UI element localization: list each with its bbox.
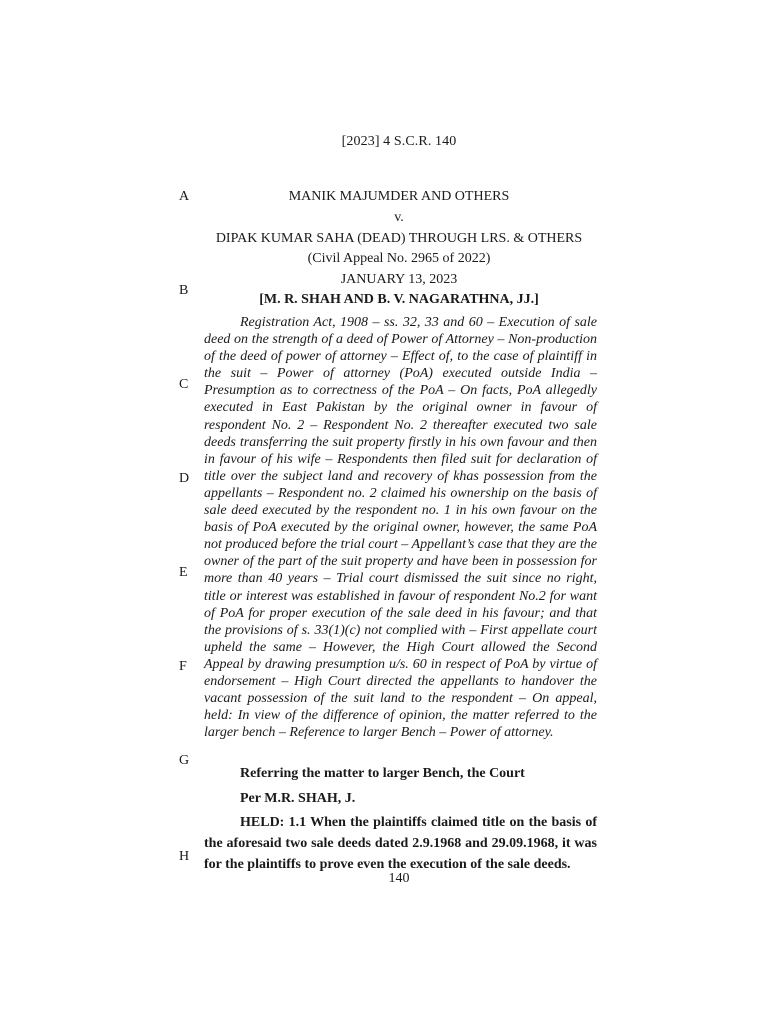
margin-letter-e: E: [179, 565, 188, 580]
per-judge: Per M.R. SHAH, J.: [240, 791, 356, 806]
case-number: (Civil Appeal No. 2965 of 2022): [307, 251, 491, 266]
referring-line: Referring the matter to larger Bench, the Court: [240, 766, 525, 781]
versus-label: v.: [394, 210, 404, 225]
held-paragraph: HELD: 1.1 When the plaintiffs claimed title on the basis of the aforesaid two sale deeds dated 2.9.1968 and 29.09.1968, it was for the plaintiffs to prove even the execution of the sale deeds.: [204, 815, 597, 872]
bench-composition: [M. R. SHAH AND B. V. NAGARATHNA, JJ.]: [259, 292, 539, 307]
respondent-name: DIPAK KUMAR SAHA (DEAD) THROUGH LRS. & OTHERS: [215, 231, 583, 246]
decision-date: JANUARY 13, 2023: [340, 272, 458, 287]
report-citation: [2023] 4 S.C.R. 140: [341, 134, 457, 149]
margin-letter-f: F: [179, 659, 187, 674]
margin-letter-c: C: [179, 377, 189, 392]
margin-letter-g: G: [179, 753, 190, 768]
appellant-name: MANIK MAJUMDER AND OTHERS: [288, 189, 510, 204]
margin-letter-a: A: [179, 189, 190, 204]
margin-letter-d: D: [179, 471, 190, 486]
page-number: 140: [388, 871, 410, 886]
margin-letter-b: B: [179, 283, 189, 298]
margin-letter-h: H: [179, 849, 190, 864]
headnote-paragraph: Registration Act, 1908 – ss. 32, 33 and 60 – Execution of sale deed on the strength of a deed of Power of Attorney – Non-production of the deed of power of attorney – Effect of, to the case of plaintiff in the suit – Power of attorney (PoA) executed outside India – Presumption as to correctness of the PoA – On facts, PoA allegedly executed in East Pakistan by the original owner in favour of respondent No. 2 – Respondent No. 2 thereafter executed two sale deeds transferring the suit property firstly in his own favour and then in favour of his wife – Respondents then filed suit for declaration of title over the subject land and recovery of khas possession from the appellants – Respondent no. 2 claimed his ownership on the basis of sale deed executed by the respondent no. 1 in his own favour on the basis of PoA executed by the original owner, however, the same PoA not produced before the trial court – Appellant’s case that they are the owner of the part of the suit property and have been in possession for more than 40 years – Trial court dismissed the suit since no right, title or interest was established in favour of respondent No.2 for want of PoA for proper execution of the sale deed in his favour; and that the provisions of s. 33(1)(c) not complied with – First appellate court upheld the same – However, the High Court allowed the Second Appeal by drawing presumption u/s. 60 in respect of PoA by virtue of endorsement – High Court directed the appellants to handover the vacant possession of the suit land to the respondent – On appeal, held: In view of the difference of opinion, the matter referred to the larger bench – Reference to larger Bench – Power of attorney.: [204, 315, 597, 741]
